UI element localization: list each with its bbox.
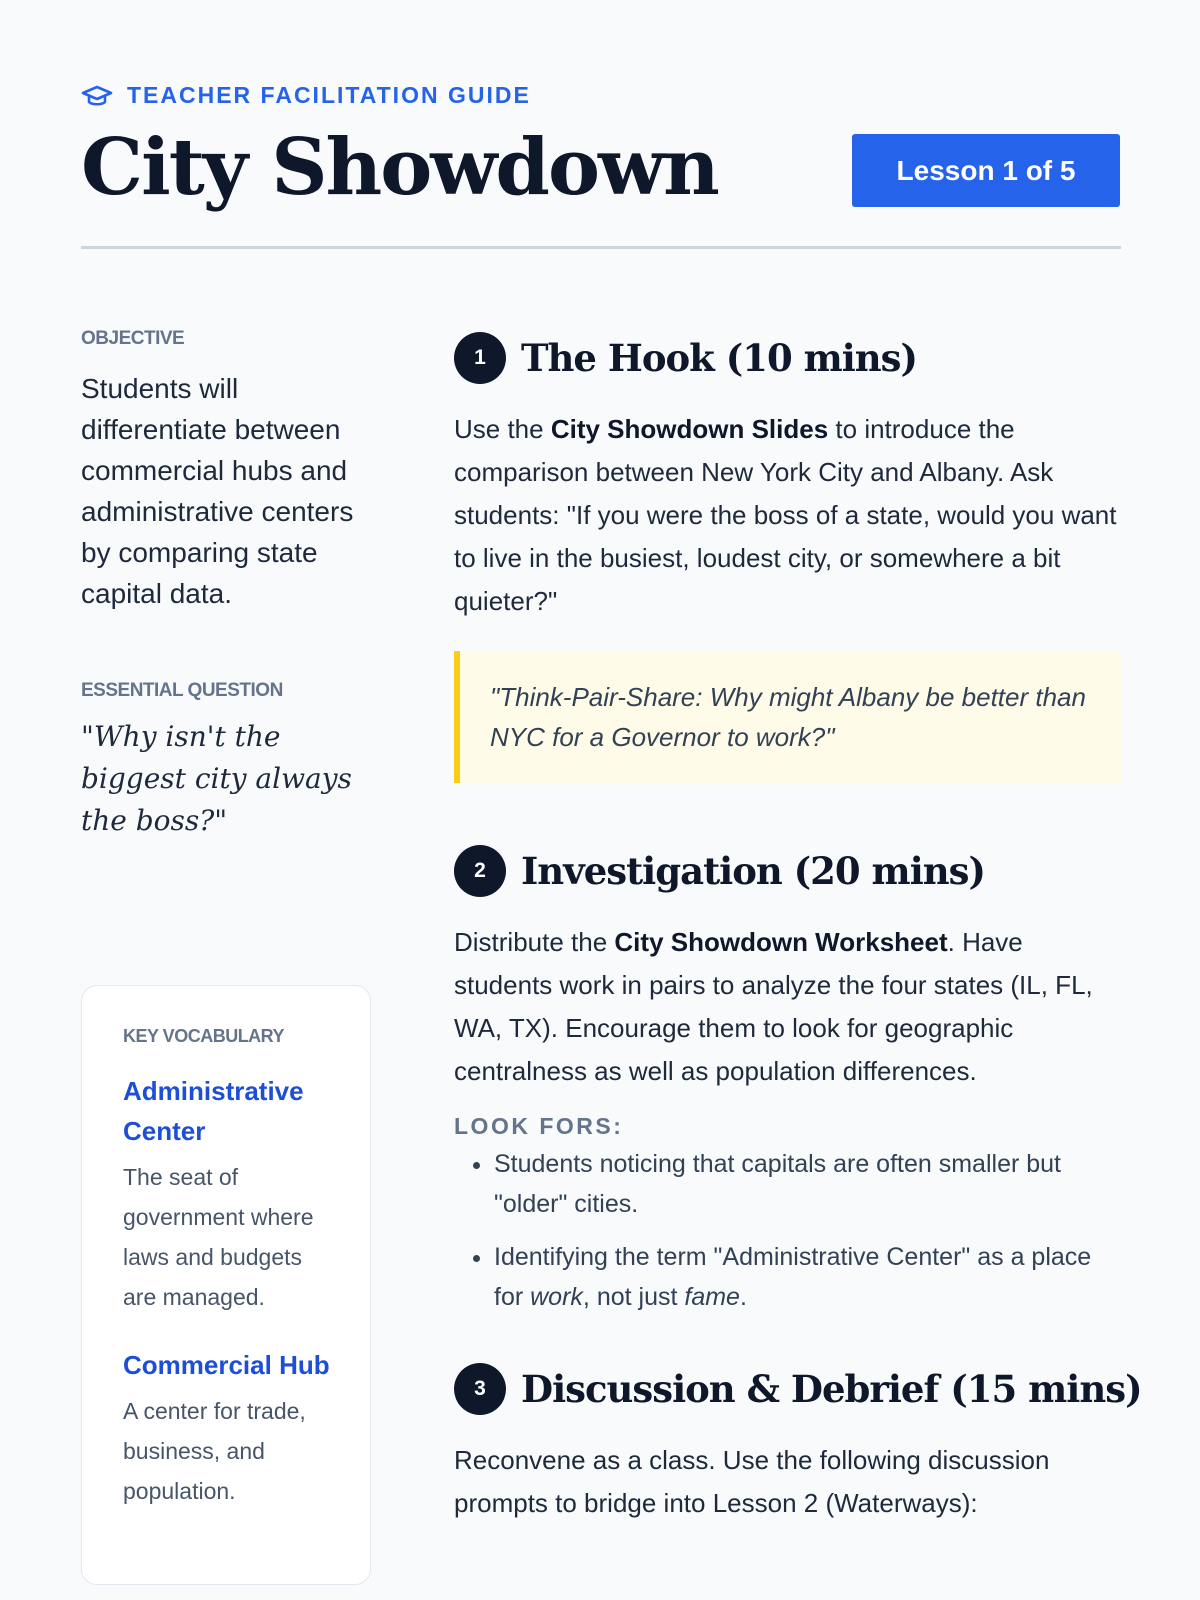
essential-question-text: "Why isn't the biggest city always the boss?" [81, 720, 352, 837]
main-content [454, 330, 1142, 1525]
vocab-definition: The seat of government where laws and budgets are managed. [123, 1164, 314, 1310]
step-number-badge: 3 [454, 1363, 506, 1415]
look-fors-label: LOOK FORS: [454, 1113, 624, 1139]
vocabulary-card [81, 985, 371, 1585]
section-discussion [454, 1361, 1142, 1525]
think-pair-share-callout: "Think-Pair-Share: Why might Albany be better than NYC for a Governor to work?" [454, 651, 1121, 783]
text: Distribute the [454, 927, 615, 957]
resource-name: City Showdown Slides [550, 414, 829, 444]
section-hook [454, 330, 1121, 783]
section-paragraph: Reconvene as a class. Use the following discussion prompts to bridge into Lesson 2 (Waterways): [454, 1445, 1050, 1518]
vocab-term: Administrative Center [123, 1076, 304, 1146]
section-investigation [454, 843, 1121, 1317]
lesson-badge: Lesson 1 of 5 [852, 134, 1120, 207]
section-title: Investigation (20 mins) [521, 849, 985, 893]
vocab-definition: A center for trade, business, and population. [123, 1398, 306, 1504]
emphasis: work [530, 1283, 583, 1311]
list-item [494, 1237, 1121, 1317]
look-fors-list [454, 1144, 1121, 1317]
step-number-badge: 2 [454, 845, 506, 897]
text: Identifying the term "Administrative Center" as a place for [494, 1243, 1092, 1311]
text: Use the [454, 414, 551, 444]
section-header [454, 1361, 1142, 1417]
sidebar [81, 328, 381, 842]
essential-question-label: ESSENTIAL QUESTION [81, 680, 283, 701]
text: to introduce the comparison between New York City and Albany. Ask students: "If you were the boss of a state, would you want to live in the busiest, loudest city, or somewhere a bit quieter?" [454, 414, 1117, 616]
objective-text: Students will differentiate between commercial hubs and administrative centers by comparing state capital data. [81, 373, 354, 609]
section-paragraph [454, 921, 1121, 1093]
objective-label: OBJECTIVE [81, 328, 185, 349]
section-header [454, 330, 1121, 386]
eyebrow-text: TEACHER FACILITATION GUIDE [127, 82, 531, 108]
page-title: City Showdown [81, 122, 718, 213]
section-paragraph [454, 408, 1121, 623]
section-title: Discussion & Debrief (15 mins) [521, 1367, 1142, 1411]
graduation-cap-icon [81, 84, 113, 108]
vocab-term: Commercial Hub [123, 1350, 330, 1380]
emphasis: fame [684, 1283, 740, 1311]
section-header [454, 843, 1121, 899]
header-divider [81, 246, 1121, 249]
vocabulary-label: KEY VOCABULARY [123, 1026, 285, 1046]
section-title: The Hook (10 mins) [521, 336, 918, 380]
text: . [739, 1283, 747, 1311]
resource-name: City Showdown Worksheet [614, 927, 948, 957]
text: . Have students work in pairs to analyze the four states (IL, FL, WA, TX). Encourage them to look for geographic centralness as well as population differences. [454, 927, 1093, 1086]
list-item: • Students noticing that capitals are often smaller but "older" cities. [494, 1144, 1121, 1224]
step-number-badge: 1 [454, 332, 506, 384]
text: , not just [582, 1283, 685, 1311]
eyebrow [81, 82, 531, 109]
